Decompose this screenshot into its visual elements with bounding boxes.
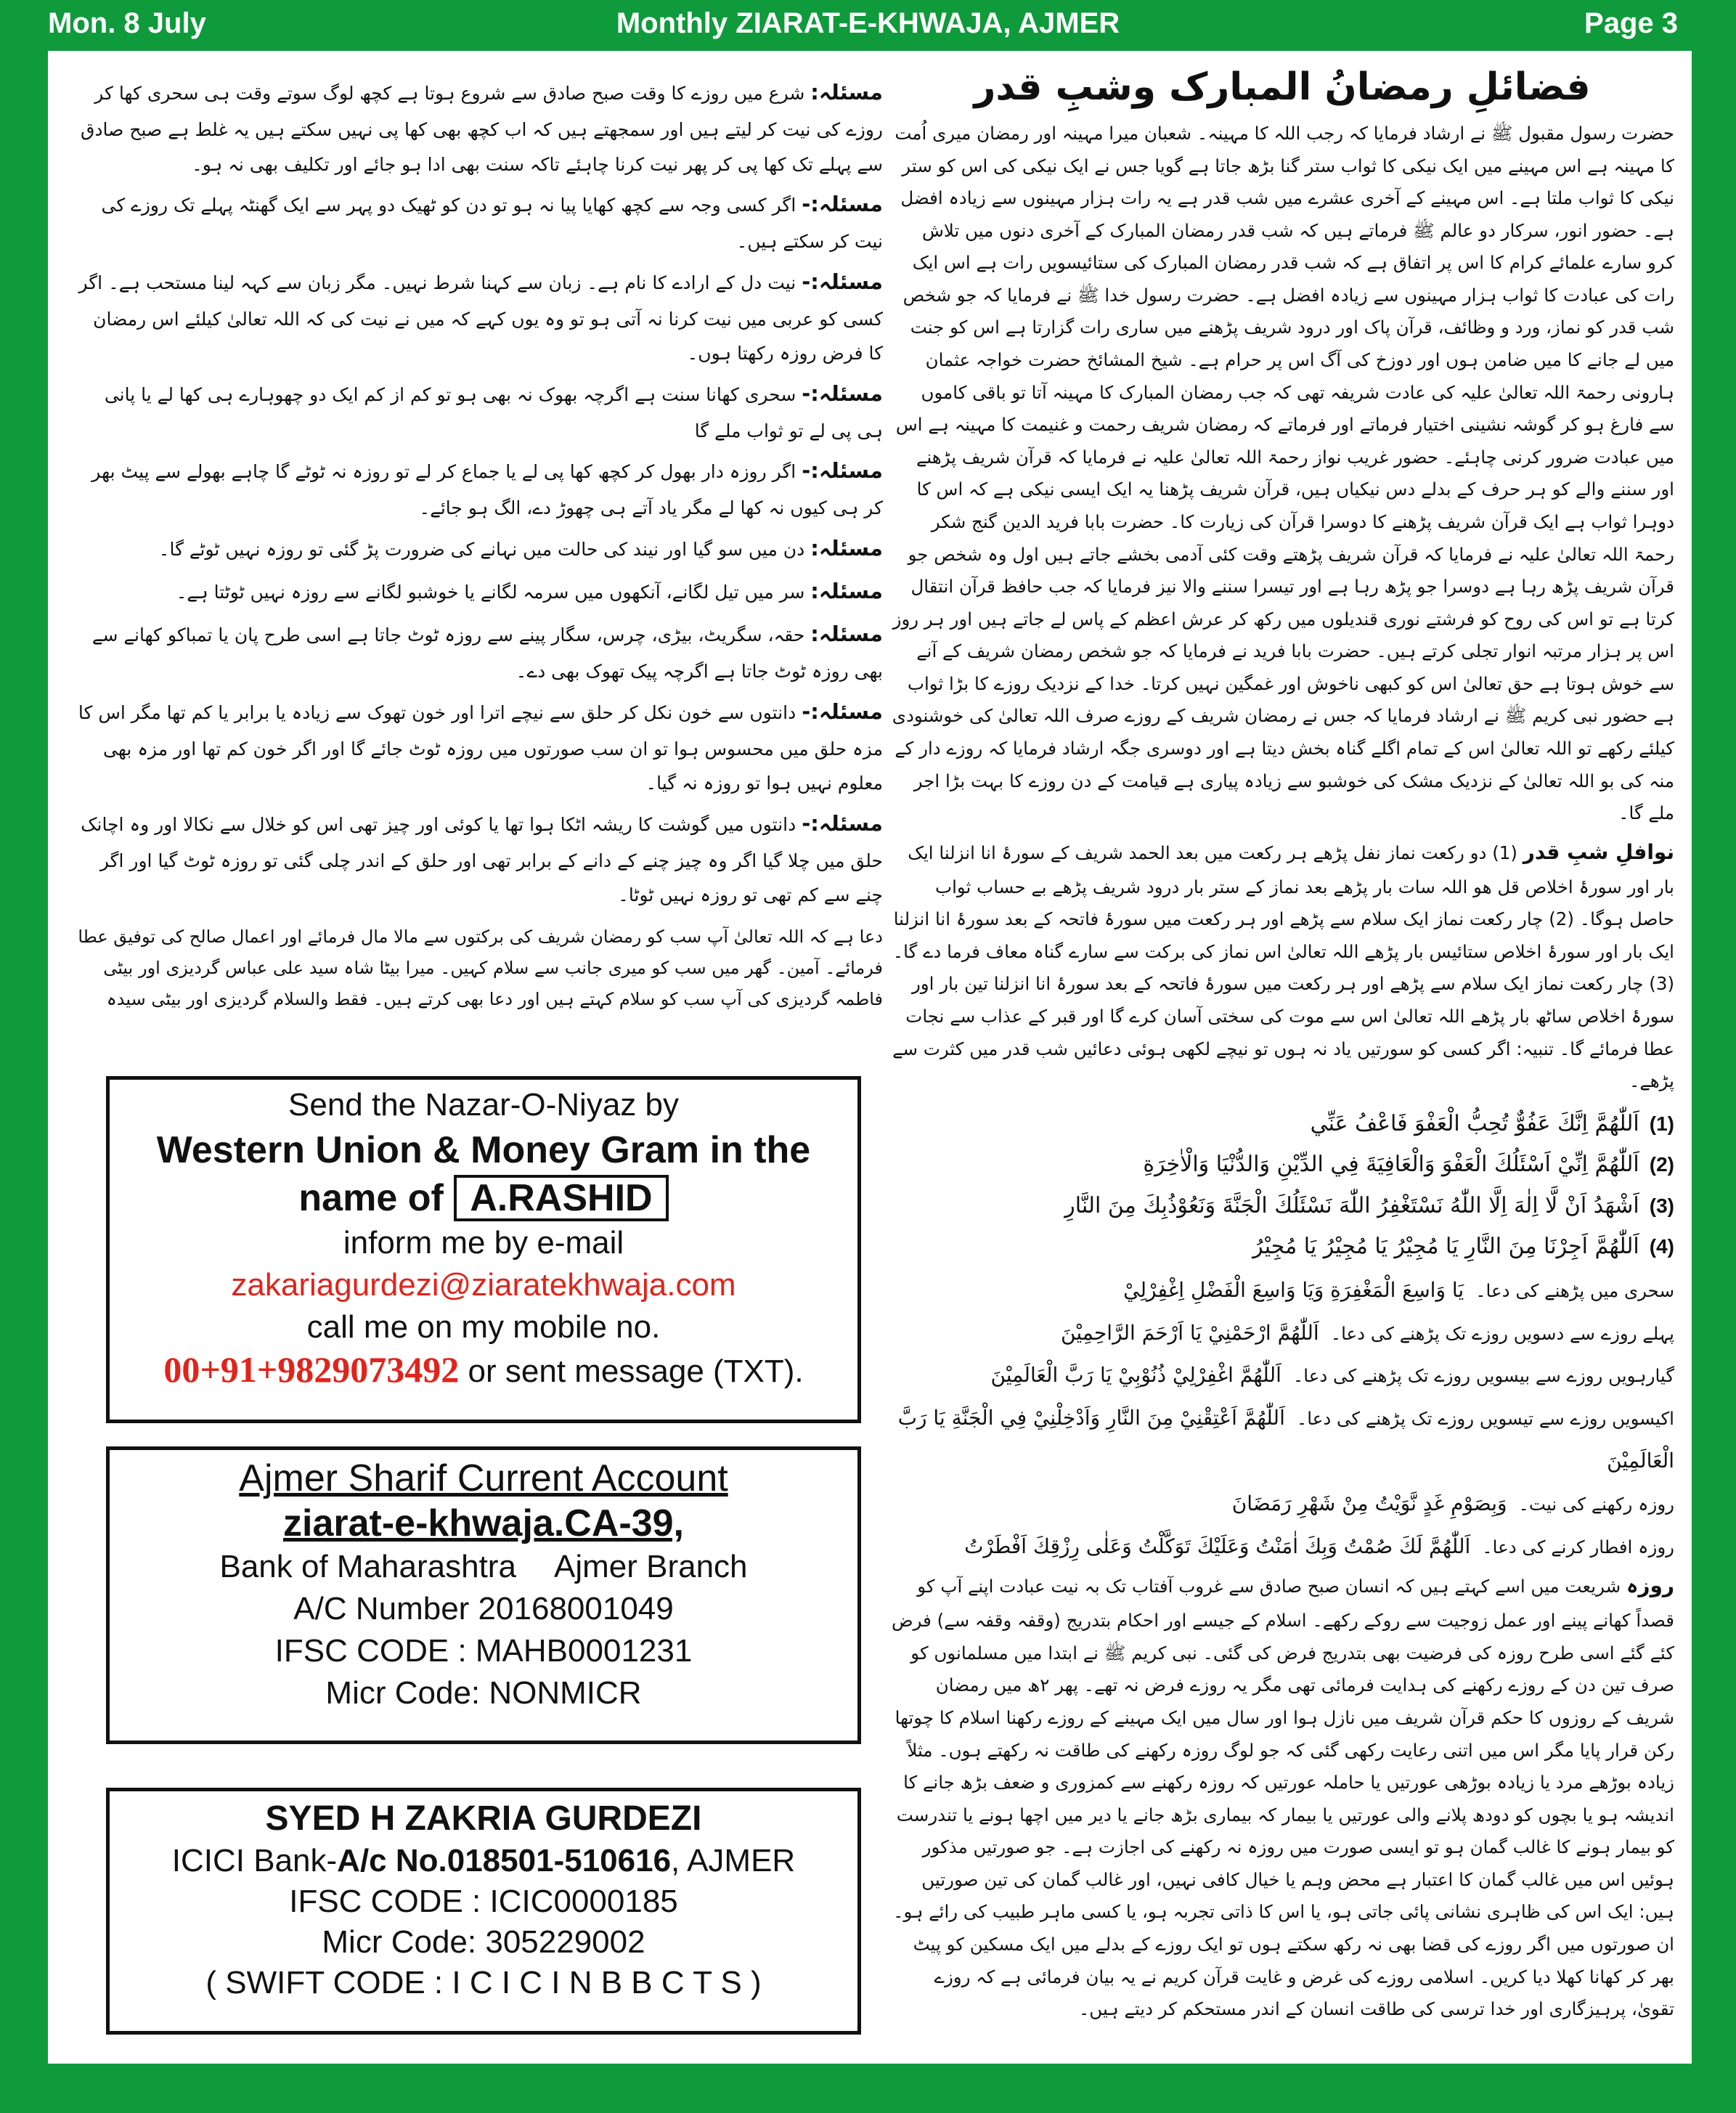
masala-item	[77, 692, 883, 801]
account-name: ziarat-e-khwaja.CA-39,	[283, 1502, 684, 1544]
roza-paragraph	[890, 1568, 1674, 2025]
closing-prayer: دعا ہے کہ اللہ تعالیٰ آپ سب کو رمضان شریف کی برکتوں سے مالا مال فرمائے اور اعمال صالح کی توفیق عطا فرمائے۔ آمین۔ گھر میں سب کو میری جانب سے سلام کہیں۔ میرا بیٹا شاہ سید علی عباس گردیزی اور بیٹی فاطمہ گردیزی کی آپ سب کو سلام کہتے ہیں اور دعا بھی کرتے ہیں۔ فقط والسلام گردیزی اور بیٹی سیدہ	[78, 926, 883, 1010]
arabic-dua	[890, 1187, 1674, 1226]
article-title: فضائلِ رمضانُ المبارک وشبِ قدر	[974, 65, 1591, 109]
nawafil-heading: نوافلِ شبِ قدر	[1523, 839, 1674, 864]
dua-label: روزہ افطار کرنے کی دعا۔	[1482, 1536, 1674, 1558]
send-line: Send the Nazar-O-Niyaz by	[288, 1087, 679, 1123]
dua-number: (3)	[1649, 1194, 1674, 1217]
email-link[interactable]: zakariagurdezi@ziaratekhwaja.com	[231, 1267, 736, 1303]
page-number: Page 3	[1584, 7, 1678, 39]
micr-code: Micr Code: NONMICR	[325, 1675, 642, 1711]
bank-name: Bank of Maharashtra	[219, 1549, 516, 1584]
bank-line	[110, 1546, 857, 1588]
dua-arabic: وَبِصَوْمِ غَدٍ نَّوَيْتُ مِنْ شَهْرِ رَمَضَانَ	[1231, 1491, 1507, 1515]
daily-dua	[890, 1526, 1674, 1568]
masala-label: مسئلہ:-	[802, 458, 883, 484]
daily-dua	[890, 1269, 1674, 1312]
dua-text: اَشْهَدُ اَنْ لَّا اِلٰهَ اِلَّا اللّٰهُ نَسْتَغْفِرُ اللّٰهَ نَسْئَلُكَ الْجَنَّةَ وَنَعُوْذُبِكَ مِنَ النَّارِ	[1064, 1192, 1639, 1218]
masala-item	[77, 614, 883, 689]
roza-heading: روزہ	[1626, 1573, 1674, 1598]
masala-item	[77, 804, 883, 913]
masala-item	[77, 262, 883, 371]
daily-dua	[890, 1312, 1674, 1355]
arabic-dua	[890, 1228, 1674, 1266]
daily-duas	[890, 1269, 1674, 1568]
icici-line	[110, 1841, 857, 1881]
current-account-box	[106, 1446, 861, 1744]
dua-arabic: اَللّٰهُمَّ اَعْتِقْنِيْ مِنَ النَّارِ وَاَدْخِلْنِيْ فِي الْجَنَّةِ يَا رَبَّ الْعَالَمِيْنَ	[897, 1406, 1674, 1473]
dua-label: اکیسویں روزے سے تیسویں روزے تک پڑھنے کی دعا۔	[1296, 1408, 1674, 1430]
masala-label: مسئلہ:-	[802, 810, 883, 836]
account-holder-name: SYED H ZAKRIA GURDEZI	[265, 1799, 702, 1838]
nazar-niyaz-box	[106, 1076, 861, 1423]
masala-label: مسئلہ:-	[802, 699, 883, 724]
recipient-name: A.RASHID	[454, 1175, 668, 1221]
dua-label: گیارہویں روزے سے بیسویں روزے تک پڑھنے کی دعا۔	[1292, 1365, 1674, 1387]
masala-text: شرع میں روزے کا وقت صبح صادق سے شروع ہوتا ہے کچھ لوگ سوتے وقت ہی سحری کھا کر روزے کی نیت کر لیتے ہیں اور سمجھتے ہیں کہ اب کچھ بھی کھا پی نہیں سکتے ہیں یہ غلط ہے صبح صادق سے پہلے تک کھا پی کر پھر نیت کرنا چاہئے تاکہ سنت بھی ادا ہو جائے اور تکلیف بھی نہ ہو۔	[81, 83, 883, 175]
masail-list	[77, 73, 883, 913]
daily-dua	[890, 1354, 1674, 1397]
phone-line	[110, 1348, 857, 1393]
dua-label: پہلے روزے سے دسویں روزے تک پڑھنے کی دعا۔	[1330, 1322, 1674, 1344]
masala-label: مسئلہ:	[810, 622, 883, 647]
mobile-instruction: call me on my mobile no.	[306, 1309, 661, 1345]
dua-text: اَللّٰهُمَّ اِنَّكَ عَفُوٌّ تُحِبُّ الْعَفْوَ فَاعْفُ عَنِّي	[1310, 1110, 1639, 1136]
masala-text: سحری کھانا سنت ہے اگرچہ بھوک نہ بھی ہو تو کم از کم ایک دو چھوہارے ہی کھا لے یا پانی ہی پی لے تو ثواب ملے گا	[104, 383, 883, 441]
masail-column	[77, 73, 883, 1089]
masala-label: مسئلہ:	[810, 535, 883, 561]
dua-text: اَللّٰهُمَّ اِنِّيْ اَسْئَلُكَ الْعَفْوَ وَالْعَافِيَةَ فِي الدِّيْنِ وَالدُّنْيَا وَالْاٰخِرَةِ	[1143, 1152, 1639, 1178]
branch-name: Ajmer Branch	[553, 1549, 748, 1584]
dua-number: (2)	[1649, 1153, 1674, 1176]
masala-item	[77, 451, 883, 526]
roza-text: شریعت میں اسے کہتے ہیں کہ انسان صبح صادق سے غروب آفتاب تک بہ نیت عبادت اپنے آپ کو قصداً کھانے پینے اور عمل زوجیت سے روکے رکھے۔ اسلام کے جیسے اور احکام بتدریج (وقفہ وقفہ سے) فرض کئے گئے اسی طرح روزہ کی فرضیت بھی بتدریج فرض کی گئی۔ نبی کریم ﷺ نے ابتدا میں مسلمانوں کو صرف تین دن کے روزے رکھنے کی ہدایت فرمائی تھی مگر یہ روزے فرض نہ تھے۔ پھر ۲ھ میں رمضان شریف کے روزوں کا حکم قرآن شریف میں نازل ہوا اور سال میں ایک مہینے کے روزے رکھنا اسلام کا چوتھا رکن قرار پایا مگر اس میں اتنی رعایت رکھی گئی کہ جو لوگ روزہ رکھنے کی طاقت نہ رکھتے ہوں۔ مثلاً زیادہ بوڑھے مرد یا زیادہ بوڑھی عورتیں یا حاملہ عورتیں کہ روزہ رکھنے سے کمزوری و ضعف بڑھ جانے کا اندیشہ ہو یا بچوں کو دودھ پلانے والی عورتیں یا بیمار کہ بیماری بڑھ جانے یا دیر میں اچھا ہونے یا تندرست کو بیمار ہونے کا غالب گمان ہو تو ایسی صورت میں روزہ نہ رکھنے کی اجازت ہے۔ جو صورتیں مذکور ہوئیں اس میں غالب گمان کا اعتبار ہے محض وہم یا خیال کافی نہیں، اور غالب گمان کی تین صورتیں ہیں: ایک اس کی ظاہری نشانی پائی جاتی ہو، یا اس کا ذاتی تجربہ ہو، یا کسی ماہر طبیب کی رائے ہو۔ ان صورتوں میں اگر روزے کی قضا بھی نہ رکھ سکتے ہوں تو ایک روزے کے بدلے میں ایک مسکین کو پیٹ بھر کر کھانا کھلا دیا کریں۔ اسلامی روزے کی غرض و غایت قرآن کریم نے یہ بیان فرمائی ہے کہ روزے تقویٰ، پرہیزگاری اور خدا ترسی کی طاقت انسان کے اندر مستحکم کر دیتے ہیں۔	[892, 1576, 1674, 2020]
masala-text: اگر روزہ دار بھول کر کچھ کھا پی لے یا جماع کر لے تو روزہ نہ ٹوٹے گا چاہے بھولے سے پیٹ بھر کر ہی کیوں نہ کھا لے مگر یاد آتے ہی چھوڑ دے، الگ ہو جائے۔	[91, 461, 883, 519]
intro-paragraph: حضرت رسول مقبول ﷺ نے ارشاد فرمایا کہ رجب اللہ کا مہینہ۔ شعبان میرا مہینہ اور رمضان میری اُمت کا مہینہ ہے اس مہینے میں ایک نیکی کا ثواب ستر گنا بڑھ جاتا ہے گویا جس نے ایک نیکی کی اس کو ستر نیکی کا ثواب ملتا ہے۔ اس مہینے کے آخری عشرے میں شب قدر ہے یہ رات ہزار مہینوں سے زیادہ افضل ہے۔ حضور انور، سرکار دو عالم ﷺ فرماتے ہیں کہ شب قدر رمضان المبارک کے آخری دنوں میں تلاش کرو سارے علمائے کرام کا اس پر اتفاق ہے کہ شب قدر رمضان المبارک کی ستائیسویں رات ہے اس ایک رات کی عبادت کا ثواب ہزار مہینوں سے زیادہ افضل ہے۔ حضرت رسول خدا ﷺ نے فرمایا کہ جو شخص شب قدر کو نماز، ورد و وظائف، قرآن پاک اور درود شریف پڑھنے میں ساری رات گزارتا ہے اس کو جنت میں لے جانے کا میں ضامن ہوں اور دوزخ کی آگ اس پر حرام ہے۔ شیخ المشائخ حضرت خواجہ عثمان ہارونی رحمۃ اللہ تعالیٰ علیہ کی عادت شریفہ تھی کہ جب رمضان المبارک کا مہینہ آتا تو باقی کاموں سے فارغ ہو کر گوشہ نشینی اختیار فرماتے اور فرماتے کہ رمضان شریف رحمت و غنیمت کا مہینہ ہے اس میں عبادت ضرور کرنی چاہئے۔ حضور غریب نواز رحمۃ اللہ تعالیٰ علیہ نے فرمایا کہ قرآن شریف پڑھنے اور سننے والے کو ہر حرف کے بدلے دس نیکیاں ہیں، قرآن شریف پڑھنا یہ ایک ایسی نیکی ہے کہ اس کا دوہرا ثواب ہے ایک قرآن شریف پڑھنے کا دوسرا قرآن کی زیارت کا۔ حضرت بابا فرید الدین گنج شکر رحمۃ اللہ تعالیٰ علیہ نے فرمایا کہ قرآن شریف پڑھتے وقت کئی آدمی بخشے جاتے ہیں اول وہ شخص جو قرآن شریف پڑھ رہا ہے دوسرا جو پڑھ رہا ہے اور تیسرا سننے والا نیز فرمایا کہ جب حافظ قرآن انتقال کرتا ہے تو اس کی روح کو فرشتے نوری قندیلوں میں رکھ کر عرش اعظم کے پاس لے جاتے ہیں اور ہر روز اس پر ہزار مرتبہ انوار تجلی کرتے ہیں۔ حضرت بابا فرید نے فرمایا کہ جو شخص رمضان شریف کے آنے سے خوش ہوتا ہے حق تعالیٰ اس کو کبھی ناخوش اور غمگین نہیں کرتا۔ خدا کے نزدیک روزے کا بڑا ثواب ہے حضور نبی کریم ﷺ نے ارشاد فرمایا کہ جس نے رمضان شریف کے روزے صرف اللہ تعالیٰ کی خوشنودی کیلئے رکھے تو اللہ تعالیٰ اس کے تمام اگلے گناہ بخش دیتا ہے اور دوسری جگہ ارشاد فرمایا کہ روزے دار کے منہ کی بو اللہ تعالیٰ کے نزدیک مشک کی خوشبو سے زیادہ پیاری ہے قیامت کے دن روزے کا بہت بڑا اجر ملے گا۔	[892, 123, 1674, 824]
phone-number[interactable]: 00+91+9829073492	[163, 1349, 460, 1390]
transfer-services: Western Union & Money Gram in the	[156, 1129, 811, 1171]
masala-item	[77, 374, 883, 449]
dua-arabic: اَللّٰهُمَّ اغْفِرْلِيْ ذُنُوْبِيْ يَا رَبَّ الْعَالَمِيْنَ	[990, 1363, 1281, 1388]
masala-label: مسئلہ:	[810, 579, 883, 604]
dua-number: (4)	[1649, 1235, 1674, 1258]
arabic-dua	[890, 1146, 1674, 1184]
masala-label: مسئلہ:-	[802, 192, 883, 217]
page-header	[0, 0, 1736, 48]
swift-code: ( SWIFT CODE : I C I C I N B B C T S )	[205, 1965, 762, 2000]
arabic-dua	[890, 1105, 1674, 1144]
personal-account-box	[106, 1788, 861, 2035]
masala-label: مسئلہ:	[810, 80, 883, 105]
masala-label: مسئلہ:-	[802, 380, 883, 406]
dua-arabic: يَا وَاسِعَ الْمَغْفِرَةِ وَيَا وَاسِعَ الْفَضْلِ اِغْفِرْلِيْ	[1123, 1277, 1464, 1302]
ifsc-code: IFSC CODE : MAHB0001231	[274, 1633, 693, 1669]
dua-arabic: اَللّٰهُمَّ لَكَ صُمْتُ وَبِكَ اٰمَنْتُ وَعَلَيْكَ تَوَكَّلْتُ وَعَلٰى رِزْقِكَ اَفْطَرْتُ	[964, 1534, 1471, 1558]
account-title: Ajmer Sharif Current Account	[239, 1457, 728, 1499]
masala-item	[77, 529, 883, 569]
masala-text: نیت دل کے ارادے کا نام ہے۔ زبان سے کہنا شرط نہیں۔ مگر زبان سے کہہ لینا مستحب ہے۔ اگر کسی کو عربی میں نیت کرنا نہ آتی ہو تو وہ یوں کہے کہ میں نے نیت کی کہ اللہ تعالیٰ کیلئے اس رمضان کا فرض روزہ رکھتا ہوں۔	[78, 272, 883, 365]
nawafil-text: (1) دو رکعت نماز نفل پڑھے ہر رکعت میں بعد الحمد شریف کے سورۂ انا انزلنا ایک بار اور سورۂ اخلاص قل ھو اللہ سات بار پڑھے بعد نماز کے ستر بار درود شریف پڑھے بے حساب ثواب حاصل ہوگا۔ (2) چار رکعت نماز ایک سلام سے پڑھے اور ہر رکعت میں سورۂ فاتحہ کے بعد سورۂ انا انزلنا ایک بار اور سورۂ اخلاص ستائیس بار پڑھے اللہ تعالیٰ اس نماز کی برکت سے سارے گناہ معاف فرما دے گا۔ (3) چار رکعت نماز ایک سلام سے پڑھے اور ہر رکعت میں سورۂ فاتحہ کے بعد سورۂ انا انزلنا تین بار اور سورۂ اخلاص ساٹھ بار پڑھے اللہ تعالیٰ اس سے موت کی سختی آسان کرے گا اور قبر کے عذاب سے نجات عطا فرمائے گا۔ تنبیہ: اگر کسی کو سورتیں یاد نہ ہوں تو نیچے لکھی ہوئی دعائیں شب قدر میں کثرت سے پڑھے۔	[892, 842, 1674, 1092]
sms-note: or sent message (TXT).	[468, 1353, 804, 1389]
publication-title: Monthly ZIARAT-E-KHWAJA, AJMER	[616, 7, 1120, 39]
dua-text: اَللّٰهُمَّ اَجِرْنَا مِنَ النَّارِ يَا مُجِيْرُ يَا مُجِيْرُ يَا مُجِيْرُ	[1252, 1234, 1639, 1260]
daily-dua	[890, 1483, 1674, 1526]
masala-text: دانتوں میں گوشت کا ریشہ اٹکا ہوا تھا یا کوئی اور چیز تھی اس کو خلال سے نکالا اور وہ اچانک حلق میں چلا گیا اگر وہ چیز چنے کے دانے کے برابر تھی اور حلق کے اندر چلی گئی تو روزہ ٹوٹ گیا اور اگر چنے سے کم تھی تو روزہ نہیں ٹوٹا۔	[81, 813, 883, 906]
page-content	[48, 51, 1692, 2064]
masala-text: حقہ، سگریٹ، بیڑی، چرس، سگار پینے سے روزہ ٹوٹ جاتا ہے اسی طرح پان یا تمباکو کھانے سے بھی روزہ ٹوٹ جاتا ہے اگرچہ پیک تھوک بھی دے۔	[91, 624, 883, 683]
arabic-duas	[890, 1105, 1674, 1266]
masala-text: اگر کسی وجہ سے کچھ کھایا پیا نہ ہو تو دن کو ٹھیک دو پہر سے ایک گھنٹہ پہلے تک روزے کی نیت کر سکتے ہیں۔	[101, 195, 883, 253]
account-number: A/c No.018501-510616	[337, 1843, 672, 1878]
daily-dua	[890, 1397, 1674, 1483]
dua-arabic: اَللّٰهُمَّ ارْحَمْنِيْ يَا اَرْحَمَ الرَّاحِمِيْنَ	[1061, 1320, 1319, 1345]
masala-item	[77, 571, 883, 611]
dua-number: (1)	[1649, 1112, 1674, 1135]
nawafil-paragraph	[890, 834, 1674, 1098]
masala-text: دانتوں سے خون نکل کر حلق سے نیچے اترا اور خون تھوک سے زیادہ یا برابر یا کم تھا مگر اس کا مزہ حلق میں محسوس ہوا تو ان سب صورتوں میں روزہ ٹوٹ جائے گا اور اگر خون کم تھا اور مزہ بھی معلوم نہیں ہوا تو روزہ نہ گیا۔	[78, 701, 883, 794]
masala-item	[77, 73, 883, 182]
ramadan-article	[890, 65, 1674, 2055]
issue-date: Mon. 8 July	[48, 7, 206, 39]
dua-label: روزہ رکھنے کی نیت۔	[1518, 1493, 1674, 1515]
name-line	[110, 1174, 857, 1222]
bank-prefix: ICICI Bank-	[171, 1843, 338, 1878]
email-instruction: inform me by e-mail	[343, 1225, 624, 1261]
dua-label: سحری میں پڑھنے کی دعا۔	[1475, 1279, 1674, 1301]
micr-code: Micr Code: 305229002	[322, 1924, 645, 1960]
city: , AJMER	[671, 1843, 796, 1878]
masala-text: سر میں تیل لگانے، آنکھوں میں سرمہ لگانے یا خوشبو لگانے سے روزہ نہیں ٹوٹتا ہے۔	[176, 582, 805, 603]
masala-item	[77, 184, 883, 259]
masala-label: مسئلہ:-	[802, 269, 883, 294]
name-prefix: name of	[298, 1177, 444, 1219]
account-number: A/C Number 20168001049	[293, 1591, 674, 1627]
masala-text: دن میں سو گیا اور نیند کی حالت میں نہانے کی ضرورت پڑ گئی تو روزہ نہیں ٹوٹے گا۔	[158, 538, 805, 560]
ifsc-code: IFSC CODE : ICIC0000185	[289, 1884, 678, 1919]
